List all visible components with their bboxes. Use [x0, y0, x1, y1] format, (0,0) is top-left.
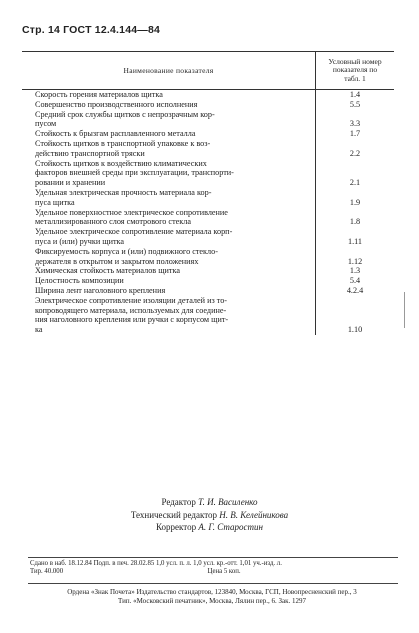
indicator-name-line: Целостность композиции: [35, 276, 124, 286]
indicator-name-line: ка: [35, 325, 43, 335]
tech-editor-name: Н. В. Келейникова: [219, 509, 289, 520]
indicator-name: [22, 266, 316, 276]
indicator-name-line: держателя в открытом и закрытом положениях: [35, 256, 199, 266]
table-row: [22, 188, 394, 208]
indicator-name-line: пуса щитка: [35, 197, 75, 207]
indicator-name: [22, 188, 316, 208]
indicator-number: 3.3: [349, 119, 361, 129]
indicator-name: [22, 296, 316, 335]
table-row: [22, 286, 394, 296]
credits-block: [0, 496, 419, 534]
indicator-name-line: Ширина лент наголовного крепления: [35, 285, 166, 295]
indicator-name: [22, 129, 316, 139]
corrector-name: А. Г. Старостин: [198, 522, 263, 532]
indicator-name-line: копроводящего материала, используемых для соедине-: [35, 305, 227, 315]
table-row: [22, 266, 394, 276]
editor-role: Редактор: [161, 497, 196, 507]
table-body: [22, 90, 394, 335]
imprint-line-2: Тир. 40.000 Цена 5 коп.: [30, 568, 241, 575]
indicator-number: 1.12: [347, 256, 363, 266]
table-row: [22, 276, 394, 286]
indicator-name-line: ния наголовного крепления или ручки с корпусом щит-: [35, 315, 229, 325]
indicator-number: 5.4: [349, 276, 361, 286]
indicator-name-line: Химическая стойкость материалов щитка: [35, 266, 180, 276]
table-header: [22, 52, 394, 90]
indicator-name: [22, 90, 316, 100]
indicator-number: 1.7: [349, 129, 361, 139]
publisher-line-2: Тип. «Московский печатник», Москва, Лялин пер., 6. Зак. 1297: [118, 597, 306, 605]
publisher-block: [24, 588, 400, 606]
table-row: [22, 129, 394, 139]
tech-editor-line: [0, 509, 419, 522]
table-row: [22, 247, 394, 267]
indicator-name-line: Средний срок службы щитков с непрозрачным кор-: [35, 109, 215, 119]
indicator-name-line: Удельная электрическая прочность материала кор-: [35, 187, 212, 197]
indicator-number: 1.4: [349, 90, 361, 99]
table-row: [22, 90, 394, 100]
column-header-name: Наименование показателя: [22, 52, 316, 89]
table-row: [22, 227, 394, 247]
table-row: [22, 110, 394, 130]
corrector-line: [0, 521, 419, 534]
imprint-block: [30, 560, 400, 576]
indicator-name-line: Стойкость щитков в транспортной упаковке к воз-: [35, 138, 211, 148]
table-row: [22, 139, 394, 159]
indicator-number: 1.10: [347, 325, 363, 335]
indicator-table: [22, 51, 394, 335]
indicator-number: 1.9: [349, 197, 361, 207]
indicator-name-line: пуса и (или) ручки щитка: [35, 236, 125, 246]
indicator-name: [22, 100, 316, 110]
table-row: [22, 100, 394, 110]
table-row: [22, 159, 394, 188]
indicator-number: 1.11: [347, 236, 363, 246]
indicator-name-line: действию транспортной тряски: [35, 148, 145, 158]
indicator-name-line: Скорость горения материалов щитка: [35, 90, 163, 99]
column-header-number: Условный номер показателя по табл. 1: [328, 56, 382, 83]
indicator-name: [22, 286, 316, 296]
order-divider: [28, 583, 398, 584]
indicator-number: 4.2.4: [346, 285, 364, 295]
indicator-number: 2.2: [349, 148, 361, 158]
indicator-number: 1.8: [349, 217, 361, 227]
indicator-name-line: пусом: [35, 119, 57, 129]
indicator-name-line: Электрическое сопротивление изоляции деталей из то-: [35, 295, 228, 305]
table-row: [22, 296, 394, 335]
indicator-name: [22, 208, 316, 228]
publisher-line-1: Ордена «Знак Почета» Издательство стандартов, 123840, Москва, ГСП, Новопресненский пер., 3: [67, 588, 357, 596]
indicator-name: [22, 110, 316, 130]
imprint-divider: [28, 557, 398, 558]
indicator-name: [22, 159, 316, 188]
corrector-role: Корректор: [155, 522, 197, 532]
indicator-name: [22, 227, 316, 247]
indicator-name-line: Совершенство производственного исполнения: [35, 99, 198, 109]
indicator-number: 2.1: [349, 178, 361, 188]
indicator-name: [22, 276, 316, 286]
indicator-name-line: Стойкость к брызгам расплавленного металла: [35, 129, 196, 139]
imprint-line-1: Сдано в наб. 18.12.84 Подп. в печ. 28.02.85 1,0 усл. п. л. 1,0 усл. кр.-отт. 1,01 уч.-изд. л.: [30, 560, 282, 567]
page-header: Стр. 14 ГОСТ 12.4.144—84: [22, 24, 161, 36]
indicator-name: [22, 139, 316, 159]
editor-line: [0, 496, 419, 509]
indicator-name-line: Удельное электрическое сопротивление материала корп-: [35, 227, 233, 237]
indicator-name-line: ровании и хранении: [35, 178, 106, 188]
table-row: [22, 208, 394, 228]
indicator-name-line: Стойкость щитков к воздействию климатических: [35, 158, 207, 168]
tech-editor-role: Технический редактор: [130, 509, 218, 520]
indicator-name-line: металлизированного слоя смотрового стекла: [35, 217, 191, 227]
indicator-name-line: Фиксируемость корпуса и (или) подвижного стекло-: [35, 246, 218, 256]
indicator-number: 5.5: [349, 99, 361, 109]
indicator-name-line: факторов внешней среды при эксплуатации, транспорти-: [35, 168, 234, 178]
indicator-number: 1.3: [349, 266, 361, 276]
editor-name: Т. И. Василенко: [198, 497, 258, 507]
indicator-name-line: Удельное поверхностное электрическое сопротивление: [35, 207, 228, 217]
indicator-name: [22, 247, 316, 267]
margin-mark: [404, 292, 405, 328]
